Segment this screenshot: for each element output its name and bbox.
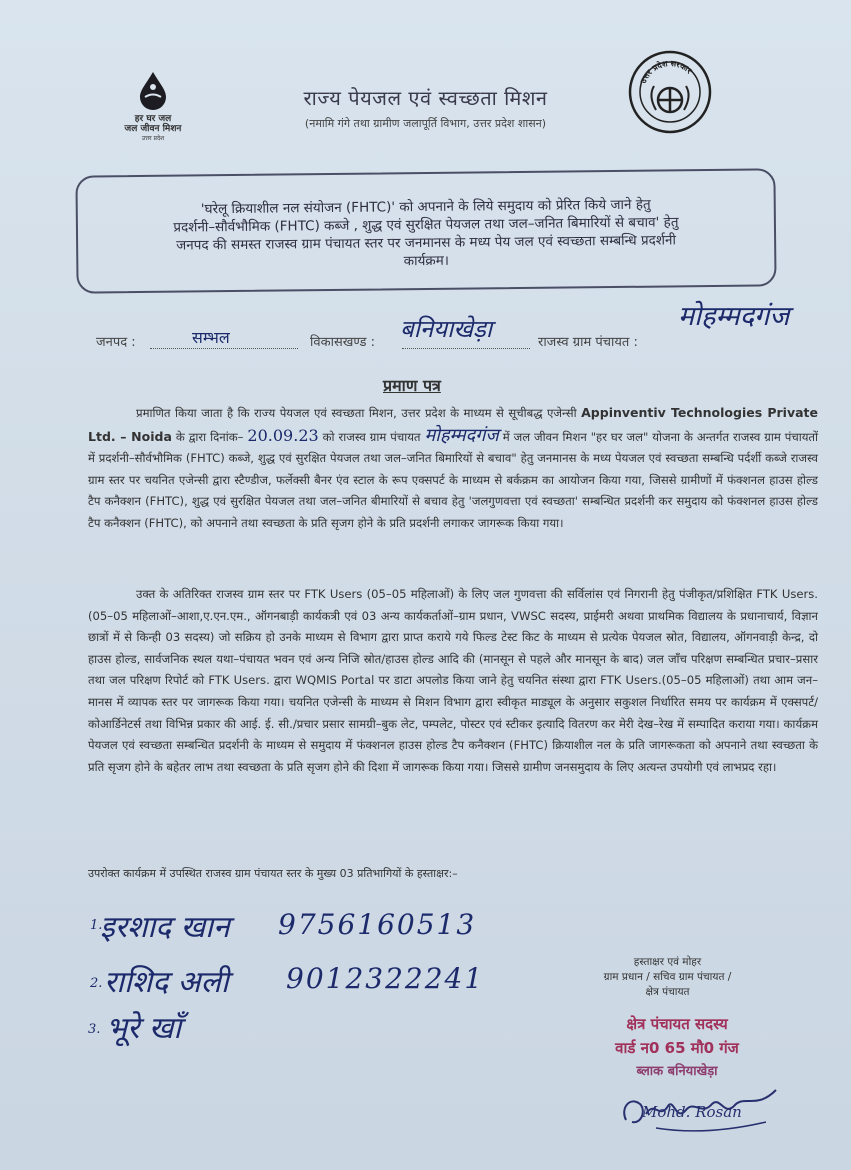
signatory-line-2: ग्राम प्रधान / सचिव ग्राम पंचायत / [603,971,732,983]
certificate-paragraph-2 [88,584,818,778]
signature-text: Mohd. Rosan [642,1103,742,1121]
certificate-heading: प्रमाण पत्र [383,376,441,395]
gram-panchayat-value: मोहम्मदगंज [678,301,790,332]
logo-line-3: उत्तर प्रदेश [141,135,165,142]
block-underline [402,348,530,349]
stamp-line-2: वार्ड न0 65 मौ0 गंज [615,1039,739,1057]
district-value: सम्भल [192,328,230,347]
certificate-paragraph-1 [88,402,818,535]
para1-body: में जल जीवन मिशन "हर घर जल" योजना के अन्तर्गत राजस्व ग्राम पंचायतों में प्रदर्शनी–सौर्वभौमिक (FHTC) कब्जे, शुद्ध एवं सुरक्षित पेयजल तथा जल–जनित बिमारियों से बचाव" हेतु जनमानस के मध्य पेयजल एवं स्वच्छता सम्बन्धि पर्दर्शी कब्जे राजस्व ग्राम स्तर पर चयनित एजेन्सी द्वारा स्टैण्डीज, फर्लेक्सी बैनर एंव स्टाल के रूप एक्सपर्ट के माध्यम से बर्कक्रम का आयोजन किया गया, जिससे ग्रामीणों में फंक्शनल हाउस होल्ड टैप कनैक्शन (FHTC), शुद्ध एवं सुरक्षित पेयजल तथा जल–जनित बीमारियों से बचाव हेतु 'जलगुणवत्ता एवं स्वच्छता' सम्बन्धित प्रदर्शनी कर समुदाय को फंक्शनल हाउस होल्ड टैप कनैक्शन (FHTC), को अपनाने तथा स्वच्छता के प्रति सृजग होने के प्रति प्रदर्शनी लगाकर जागरूक किया गया। [88,429,819,530]
district-label: जनपद : [96,335,136,350]
stamp-line-1: क्षेत्र पंचायत सदस्य [626,1015,728,1033]
block-label: विकासखण्ड : [310,335,376,350]
signature-rubric [616,1070,796,1140]
gp-handwritten: मोहम्मदगंज [424,424,499,446]
signatory-line-3: क्षेत्र पंचायत [645,986,690,998]
participant-3-name: भूरे खाँ [106,1011,182,1046]
agency-name: Appinventiv Technologies Private Ltd. – Noida [88,405,819,444]
program-title-box [75,168,776,293]
participant-1-phone: 9756160513 [278,908,477,941]
logo-line-1: हर घर जल [134,114,172,124]
para1-gp-label: को राजस्व ग्राम पंचायत [322,429,421,444]
event-date: 20.09.23 [247,425,319,445]
gram-panchayat-label: राजस्व ग्राम पंचायत : [538,335,638,350]
mission-subtitle: (नमामि गंगे तथा ग्रामीण जलापूर्ति विभाग, उत्तर प्रदेश शासन) [304,117,547,130]
signatory-block [555,955,780,1000]
participant-1-name: इरशाद खान [100,910,230,945]
logo-line-2: जल जीवन मिशन [124,124,182,134]
stamp-line-3: ब्लाक बनियाखेड़ा [636,1064,718,1079]
program-line-4: कार्यक्रम। [403,252,450,270]
participant-2-phone: 9012322241 [286,962,485,995]
signatory-line-1: हस्ताक्षर एवं मोहर [633,956,702,968]
program-line-3: जनपद की समस्त राजस्व ग्राम पंचायत स्तर पर जनमानस के मध्य पेय जल एवं स्वच्छता सम्बन्धि प्रदर्शनी [176,232,677,254]
program-line-2: प्रदर्शनी–सौर्वभौमिक (FHTC) कब्जे , शुद्ध एवं सुरक्षित पेयजल तथा जल–जनित बिमारियों से बचाव' हेतु [173,214,679,236]
para1-date-label: के द्वारा दिनांक– [175,429,244,444]
mission-title: राज्य पेयजल एवं स्वच्छता मिशन [303,86,548,110]
participant-2-name: राशिद अली [104,965,229,1000]
program-line-1: 'घरेलू क्रियाशील नल संयोजन (FHTC)' को अपनाने के लिये समुदाय को प्रेरित किये जाने हेतु [200,196,651,218]
district-underline [150,348,298,349]
para1-intro: प्रमाणित किया जाता है कि राज्य पेयजल एवं स्वच्छता मिशन, उत्तर प्रदेश के माध्यम से सूचीबद्ध एजेन्सी [136,406,577,420]
seal-text: उत्तर प्रदेश सरकार [638,58,694,85]
para2-body: उक्त के अतिरिक्त राजस्व ग्राम स्तर पर FTK Users (05–05 महिलाओं) के लिए जल गुणवत्ता की सर्विलांस एवं निगरानी हेतु पंजीकृत/प्रशिक्षित FTK Users.(05–05 महिलाओं–आशा,ए.एन.एम., ऑगनबाड़ी कार्यकत्री एवं 03 अन्य कार्यकर्ताओं–ग्राम प्रधान, VWSC सदस्य, प्राईमरी अथवा प्राथमिक विद्यालय के प्रधानाचार्य, विज्ञान छात्रों में से किन्ही 03 सदस्य) जो सक्रिय हो उनके माध्यम से विभाग द्वारा प्राप्त कराये गये फिल्ड टेस्ट किट के माध्यम से प्रत्येक पेयजल स्रोत, विद्यालय, ऑगनवाड़ी केन्द्र, दो हाउस होल्ड, सार्वजनिक स्थल यथा–पंचायत भवन एवं अन्य निजि स्रोत/हाउस होल्ड आदि की (मानसून से पहले और मानसून के बाद) जल जाँच परिक्षण सम्बन्धित प्रचार–प्रसार तथा जल परिक्षण रिपोर्ट को FTK Users. द्वारा WQMIS Portal पर डाटा अपलोड किया जाने हेतु चयनित संस्था द्वारा FTK Users.(05–05 महिलाओं) तथा आम जन–मानस में व्यापक स्तर पर जागरूक किया गया। चयनित एजेन्सी के माध्यम से मिशन विभाग द्वारा स्वीकृत माड्यूल के अनुसार सकुशल निर्धारित समय पर कार्यक्रम में एक्सपर्ट/कोआर्डिनेटर्स तथा विभिन्न प्रकार की आई. ई. सी./प्रचार प्रसार सामग्री–बुक लेट, पम्पलेट, पोस्टर एवं स्टीकर इत्यादि वितरण कर मेरी देख–रेख में सम्पादित कराया गया। कार्यक्रम पेयजल एवं स्वच्छता सम्बन्धित प्रदर्शनी के माध्यम से समुदाय में फंक्शनल हाउस होल्ड टैप कनैक्शन (FHTC) क्रियाशील नल के प्रति जागरूकता को अपनाने तथा स्वच्छता के प्रति सृजग होने के बहेतर लाभ तथा स्वच्छता के प्रति सृजग होने की दिशा में जागरूक किया गया। जिससे ग्रामीण जनसमुदाय के लिए अत्यन्त उपयोगी एवं लाभप्रद रहा। [88,587,818,774]
participants-label: उपरोक्त कार्यक्रम में उपस्थित राजस्व ग्राम पंचायत स्तर के मुख्य 03 प्रतिभागियों के हस्ताक्षर:– [88,867,458,880]
location-fields [96,301,836,358]
document-page: हर घर जल जल जीवन मिशन उत्तर प्रदेश उत्तर प्रदेश सरकार राज्य पेयजल एवं स्वच्छता मिशन (नमामि गंगे तथा ग्रामीण जलापूर्ति विभाग, उत्तर प्रदेश शासन) 'घरेलू क्रियाशील नल संयोजन (FHTC)' को अपनाने के लिये समुदाय को प्रेरित किये जाने हेतु प्रदर्शनी–सौर्वभौमिक (FHTC) कब्जे , शुद्ध एवं सुरक्षित पेयजल तथा जल–जनित बिमारियों से बचाव' हेतु जनपद की समस्त राजस्व ग्राम पंचायत स्तर पर जनमानस के मध्य पेय जल एवं स्वच्छता सम्बन्धि प्रदर्शनी कार्यक्रम। जनपद : सम्भल विकासखण्ड : बनियाखेड़ा राजस्व ग्राम पंचायत : मोहम्मदगंज प्रमाण पत्र प्रमाणित किया जाता है कि राज्य पेयजल एवं स्वच्छता मिशन, उत्तर प्रदेश के माध्यम से सूचीबद्ध एजेन्सी Appinventiv Technologies Private Ltd. – Noida के द्वारा दिनांक– 20.09.23 को राजस्व ग्राम पंचायत मोहम्मदगंज में जल जीवन मिशन "हर घर जल" योजना के अन्तर्गत राजस्व ग्राम पंचायतों में प्रदर्शनी–सौर्वभौमिक (FHTC) कब्जे, शुद्ध एवं सुरक्षित पेयजल तथा जल–जनित बिमारियों से बचाव" हेतु जनमानस के मध्य पेयजल एवं स्वच्छता सम्बन्धि पर्दर्शी कब्जे राजस्व ग्राम स्तर पर चयनित एजेन्सी द्वारा स्टैण्डीज, फर्लेक्सी बैनर एंव स्टाल के रूप एक्सपर्ट के माध्यम से बर्कक्रम का आयोजन किया गया, जिससे ग्रामीणों में फंक्शनल हाउस होल्ड टैप कनैक्शन (FHTC), शुद्ध एवं सुरक्षित पेयजल तथा जल–जनित बीमारियों से बचाव हेतु 'जलगुणवत्ता एवं स्वच्छता' सम्बन्धित प्रदर्शनी कर समुदाय को फंक्शनल हाउस होल्ड टैप कनैक्शन (FHTC), को अपनाने तथा स्वच्छता के प्रति सृजग होने के प्रति प्रदर्शनी लगाकर जागरूक किया गया। उक्त के अतिरिक्त राजस्व ग्राम स्तर पर FTK Users (05–05 महिलाओं) के लिए जल गुणवत्ता की सर्विलांस एवं निगरानी हेतु पंजीकृत/प्रशिक्षित FTK Users.(05–05 महिलाओं–आशा,ए.एन.एम., ऑगनबाड़ी कार्यकत्री एवं 03 अन्य कार्यकर्ताओं–ग्राम प्रधान, VWSC सदस्य, प्राईमरी अथवा प्राथमिक विद्यालय के प्रधानाचार्य, विज्ञान छात्रों में से किन्ही 03 सदस्य) जो सक्रिय हो उनके माध्यम से विभाग द्वारा प्राप्त कराये गये फिल्ड टेस्ट किट के माध्यम से प्रत्येक पेयजल स्रोत, विद्यालय, ऑगनवाड़ी केन्द्र, दो हाउस होल्ड, सार्वजनिक स्थल यथा–पंचायत भवन एवं अन्य निजि स्रोत/हाउस होल्ड आदि की (मानसून से पहले और मानसून के बाद) जल जाँच परिक्षण सम्बन्धित प्रचार–प्रसार तथा जल परिक्षण रिपोर्ट को FTK Users. द्वारा WQMIS Portal पर डाटा अपलोड किया जाने हेतु चयनित संस्था द्वारा FTK Users.(05–05 महिलाओं) तथा आम जन–मानस में व्यापक स्तर पर जागरूक किया गया। चयनित एजेन्सी के माध्यम से मिशन विभाग द्वारा स्वीकृत माड्यूल के अनुसार सकुशल निर्धारित समय पर कार्यक्रम में एक्सपर्ट/कोआर्डिनेटर्स तथा विभिन्न प्रकार की आई. ई. सी./प्रचार प्रसार सामग्री–बुक लेट, पम्पलेट, पोस्टर एवं स्टीकर इत्यादि वितरण कर मेरी देख–रेख में सम्पादित कराया गया। कार्यक्रम पेयजल एवं स्वच्छता सम्बन्धित प्रदर्शनी के माध्यम से समुदाय में फंक्शनल हाउस होल्ड टैप कनैक्शन (FHTC) क्रियाशील नल के प्रति जागरूकता को अपनाने तथा स्वच्छता के प्रति सृजग होने के बहेतर लाभ तथा स्वच्छता के प्रति सृजग होने की दिशा में जागरूक किया गया। जिससे ग्रामीण जनसमुदाय के लिए अत्यन्त उपयोगी एवं लाभप्रद रहा। उपरोक्त कार्यक्रम में उपस्थित राजस्व ग्राम पंचायत स्तर के मुख्य 03 प्रतिभागियों के हस्ताक्षर:– 1. इरशाद खान 9756160513 2. राशिद अली 9012322241 3. भूरे खाँ हस्ताक्षर एवं मोहर ग्राम प्रधान / सचिव ग्राम पंचायत / क्षेत्र पंचायत क्षेत्र पंचायत सदस्य वार्ड न0 65 मौ0 गंज ब्लाक बनियाखेड़ा Mohd. Rosan [0,0,851,1170]
block-value: बनियाखेड़ा [400,315,493,343]
